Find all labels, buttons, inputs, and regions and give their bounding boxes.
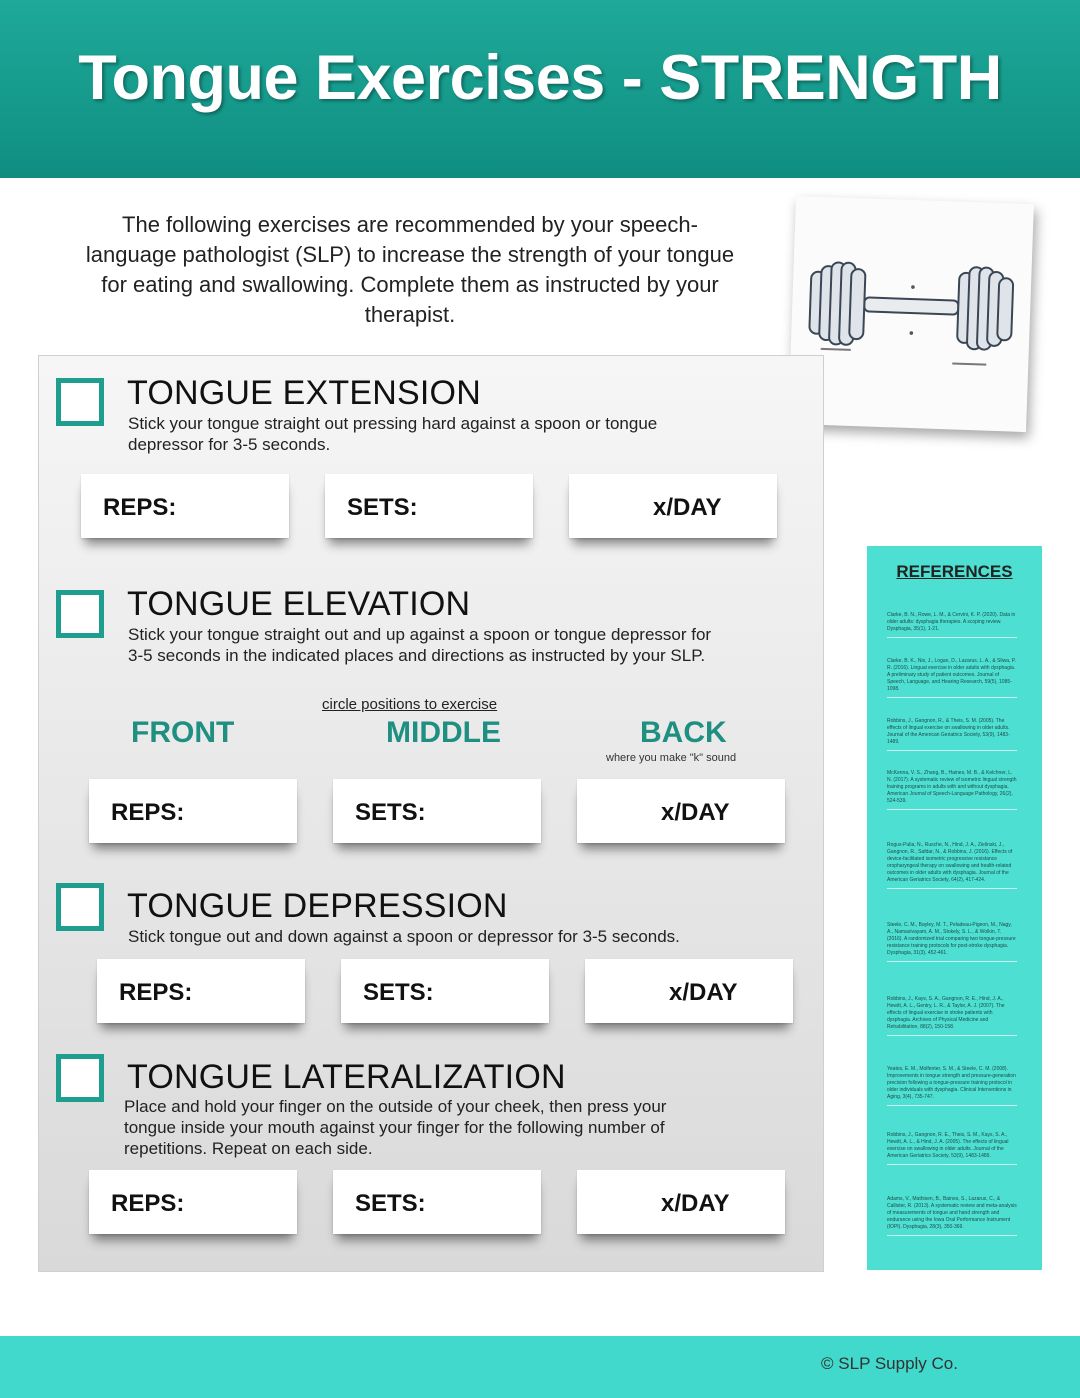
sets-field[interactable]	[333, 1170, 541, 1234]
exercise-description	[128, 624, 711, 666]
reps-label: REPS:	[111, 799, 185, 826]
checkbox-tongue-depression[interactable]	[56, 883, 104, 931]
references-sidebar	[867, 546, 1042, 1270]
reps-field[interactable]	[81, 474, 289, 538]
sets-label: SETS:	[355, 799, 426, 826]
intro-line: therapist.	[364, 302, 456, 327]
times-per-day-label: x/DAY	[653, 494, 722, 521]
description-line: 3-5 seconds in the indicated places and directions as instructed by your SLP.	[128, 646, 706, 665]
reps-field[interactable]	[89, 779, 297, 843]
position-middle[interactable]: MIDDLE	[386, 716, 501, 749]
page-title: Tongue Exercises - STRENGTH	[78, 43, 1002, 113]
description-line: repetitions. Repeat on each side.	[124, 1139, 373, 1158]
exercise-description	[128, 413, 657, 455]
checkbox-tongue-extension[interactable]	[56, 378, 104, 426]
reference-item: Adams, V., Mathisen, B., Baines, S., Lazarus, C., & Callister, R. (2013). A systematic review and meta-analysis of measurements of tongue and hand strength and endurance using the Iowa Oral Performance Instrument (IOPI). Dysphagia, 28(3), 350-369.	[887, 1196, 1017, 1236]
position-back[interactable]: BACK	[640, 716, 727, 749]
reference-item: Yeates, E. M., Molfenter, S. M., & Steele, C. M. (2008). Improvements in tongue strength and pressure-generation precision following a tongue-pressure training protocol in older individuals with dysphagia. Clinical Interventions in Aging, 3(4), 735-747.	[887, 1066, 1017, 1106]
reference-item: Clarke, B. K., Nix, J., Logan, D., Lazarus, L. A., & Sliwa, P. R. (2016). Lingual exercise in older adults with dysphagia. A preliminary study of patient outcomes. Journal of Speech, Language, and Hearing Research, 59(5), 1085-1098.	[887, 658, 1017, 698]
intro-line: The following exercises are recommended by your speech-	[122, 212, 698, 237]
times-per-day-label: x/DAY	[669, 979, 738, 1006]
sets-label: SETS:	[347, 494, 418, 521]
intro-paragraph	[40, 210, 780, 330]
exercise-title: TONGUE DEPRESSION	[127, 887, 508, 925]
reference-item: Rogus-Pulia, N., Rusche, N., Hind, J. A., Zielinski, J., Gangnon, R., Safdar, N., & Robbins, J. (2016). Effects of device-facilitated isometric progressive resistance oropharyngeal therapy on swallowing and health-related outcomes in older adults with dysphagia. Journal of the American Geriatrics Society, 64(2), 417-424.	[887, 842, 1017, 889]
back-position-note: where you make "k" sound	[606, 752, 737, 764]
reference-item: Robbins, J., Kays, S. A., Gangnon, R. E., Hind, J. A., Hewitt, A. L., Gentry, L. R., & Taylor, A. J. (2007). The effects of lingual exercise in stroke patients with dysphagia. Archives of Physical Medicine and Rehabilitation, 88(2), 150-158.	[887, 996, 1017, 1036]
sets-label: SETS:	[355, 1190, 426, 1217]
reference-item: Steele, C. M., Bayley, M. T., Peladeau-Pigeon, M., Nagy, A., Namasivayam, A. M., Stokely, S. L., & Wolkin, T. (2016). A randomized trial comparing two tongue-pressure resistance training protocols for post-stroke dysphagia. Dysphagia, 31(3), 452-461.	[887, 922, 1017, 962]
reps-field[interactable]	[97, 959, 305, 1023]
exercise-description	[124, 1096, 666, 1159]
reference-item: McKenna, V. S., Zhang, B., Haines, M. B., & Kelchner, L. N. (2017). A systematic review of isometric lingual strength training programs in adults with and without dysphagia. American Journal of Speech-Language Pathology, 26(2), 524-539.	[887, 770, 1017, 810]
times-per-day-field[interactable]	[585, 959, 793, 1023]
exercise-title: TONGUE ELEVATION	[127, 585, 471, 623]
intro-line: language pathologist (SLP) to increase the strength of your tongue	[85, 242, 735, 267]
footer-bar	[0, 1336, 1080, 1398]
checkbox-tongue-lateralization[interactable]	[56, 1054, 104, 1102]
description-line: Stick your tongue straight out pressing hard against a spoon or tongue	[128, 414, 658, 433]
reps-label: REPS:	[103, 494, 177, 521]
description-line: depressor for 3-5 seconds.	[128, 435, 331, 454]
copyright-text: © SLP Supply Co.	[821, 1354, 958, 1373]
header-banner	[0, 0, 1080, 178]
times-per-day-field[interactable]	[569, 474, 777, 538]
reference-item: Robbins, J., Gangnon, R., & Theis, S. M. (2005). The effects of lingual exercise on swallowing in older adults. Journal of the American Geriatrics Society, 53(9), 1483-1489.	[887, 718, 1017, 751]
times-per-day-label: x/DAY	[661, 799, 730, 826]
dumbbell-photo	[788, 196, 1034, 432]
checkbox-tongue-elevation[interactable]	[56, 590, 104, 638]
sets-label: SETS:	[363, 979, 434, 1006]
reference-item: Clarke, B. N., Rowe, L. M., & Cervini, K. P. (2020). Data in older adults: dysphagia therapies. A scoping review. Dysphagia, 35(1), 1-21.	[887, 612, 1017, 638]
references-title: REFERENCES	[896, 562, 1013, 581]
reps-label: REPS:	[111, 1190, 185, 1217]
description-line: tongue inside your mouth against your finger for the following number of	[124, 1118, 665, 1137]
description-line: Stick tongue out and down against a spoon or depressor for 3-5 seconds.	[128, 927, 680, 946]
exercise-panel	[38, 355, 824, 1272]
position-front[interactable]: FRONT	[131, 716, 235, 749]
circle-positions-note: circle positions to exercise	[322, 696, 498, 713]
sets-field[interactable]	[341, 959, 549, 1023]
intro-line: for eating and swallowing. Complete them as instructed by your	[101, 272, 719, 297]
exercise-title: TONGUE EXTENSION	[127, 374, 481, 412]
reps-label: REPS:	[119, 979, 193, 1006]
times-per-day-label: x/DAY	[661, 1190, 730, 1217]
times-per-day-field[interactable]	[577, 1170, 785, 1234]
reps-field[interactable]	[89, 1170, 297, 1234]
times-per-day-field[interactable]	[577, 779, 785, 843]
dumbbell-icon	[800, 251, 1022, 379]
sets-field[interactable]	[333, 779, 541, 843]
exercise-title: TONGUE LATERALIZATION	[127, 1058, 566, 1096]
reference-item: Robbins, J., Gangnon, R. E., Theis, S. M., Kays, S. A., Hewitt, A. L., & Hind, J. A. (2005). The effects of lingual exercise on swallowing in older adults. Journal of the American Geriatrics Society, 53(9), 1483-1489.	[887, 1132, 1017, 1165]
description-line: Stick your tongue straight out and up against a spoon or tongue depressor for	[128, 625, 712, 644]
exercise-description	[128, 926, 680, 947]
sets-field[interactable]	[325, 474, 533, 538]
description-line: Place and hold your finger on the outside of your cheek, then press your	[124, 1097, 667, 1116]
